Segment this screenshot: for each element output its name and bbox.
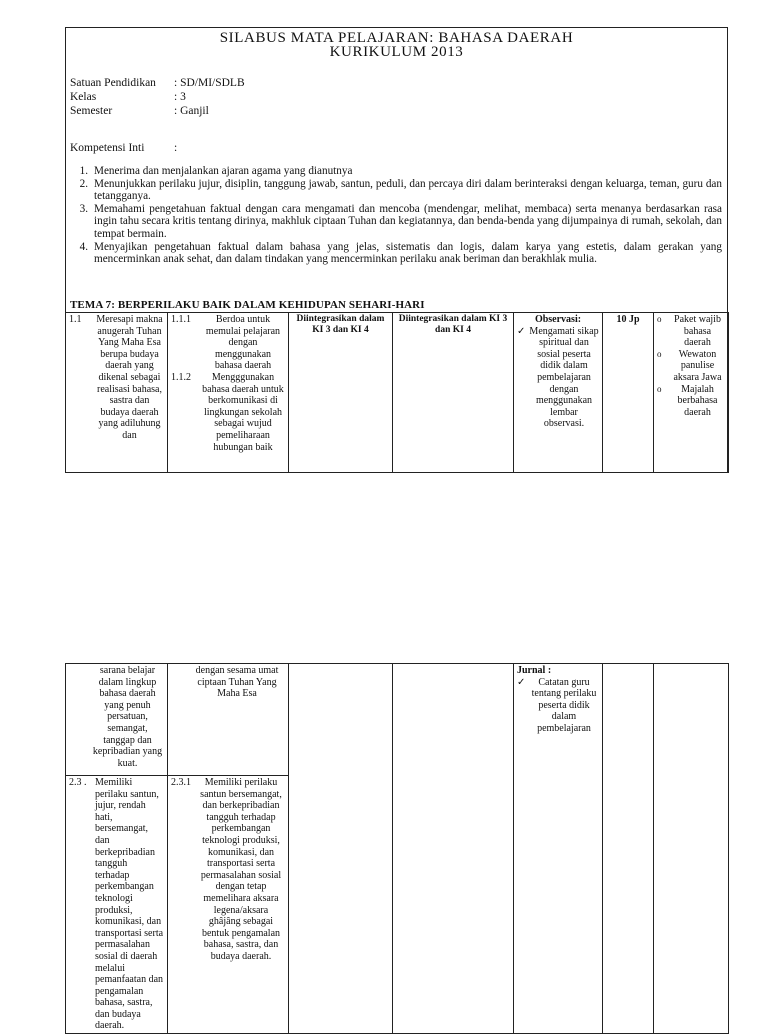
basic-competence-cell [66, 313, 168, 473]
indicator-cell [168, 313, 289, 473]
list-number: 3. [79, 202, 88, 215]
observation-text: Mengamati sikap spiritual dan sosial peserta didik dalam pembelajaran dengan menggunakan lembar observasi. [529, 325, 599, 430]
time-allocation-cell [603, 313, 654, 473]
list-item [70, 203, 722, 241]
indicator-text: Memiliki perilaku santun bersemangat, dan berkepribadian tangguh terhadap perkembangan teknologi produksi, komunikasi, dan transportasi serta permasalahan sosial dengan tetap memelihara aksara legena/aksara ghâjâng sebagai bentuk pengamalan bahasa, sastra, dan budaya daerah. [200, 777, 282, 962]
meta-row-semester [70, 104, 245, 118]
list-number: 1. [79, 165, 88, 177]
list-text: Menerima dan menjalankan ajaran agama yang dianutnya [94, 165, 353, 177]
kd-number: 1.1 [69, 314, 82, 325]
indicator-text: Berdoa untuk memulai pelajaran dengan menggunakan bahasa daerah [205, 314, 281, 372]
journal-heading: Jurnal : [517, 665, 552, 676]
indicator-cell [168, 776, 289, 1034]
core-competence-heading [70, 141, 177, 155]
material-cell: Diintegrasikan dalam KI 3 dan KI 4 [289, 313, 393, 473]
indicator-number: 1.1.2 [171, 371, 191, 383]
ki-colon: : [174, 142, 178, 154]
journal-text: Catatan guru tentang perilaku peserta didik dalam pembelajaran [531, 676, 597, 734]
syllabus-table-continued [65, 663, 729, 1034]
meta-label: Kelas [70, 91, 97, 103]
core-competence-list [70, 165, 722, 266]
list-item [657, 349, 725, 384]
list-number: 2. [79, 177, 88, 190]
learning-sources-list [657, 314, 725, 418]
table-row [66, 313, 729, 473]
indicator-text: dengan sesama umat ciptaan Tuhan Yang Maha Esa [195, 665, 279, 700]
indicator-number: 1.1.1 [171, 314, 191, 325]
material-cell [289, 664, 393, 1034]
meta-label: Satuan Pendidikan [70, 77, 156, 89]
ki-label: Kompetensi Inti [70, 142, 145, 154]
list-item [70, 178, 722, 203]
meta-row-class [70, 90, 245, 104]
check-icon: ✓ [517, 325, 526, 337]
learning-sources-cell [654, 313, 729, 473]
basic-competence-cell [66, 664, 168, 776]
indicator-number: 2.3.1 [171, 777, 191, 788]
activity-cell [393, 664, 514, 1034]
check-icon: ✓ [517, 676, 526, 688]
kd-text: Memiliki perilaku santun, jujur, rendah hati, bersemangat, dan berkepribadian tangguh terhadap perkembangan teknologi produksi, komunikasi, dan transportasi serta permasalahan sosial di daerah melalui pemanfaatan dan pengamalan bahasa, sastra, dan budaya daerah. [95, 777, 164, 1032]
syllabus-table [65, 312, 729, 473]
indicator-text: Mengggunakan bahasa daerah untuk berkomunikasi di lingkungan sekolah sebagai wujud pemeliharaan hubungan baik [202, 371, 284, 453]
time-allocation-cell [603, 664, 654, 1034]
assessment-cell [514, 664, 603, 1034]
list-text: Menunjukkan perilaku jujur, disiplin, tanggung jawab, santun, peduli, dan percaya diri dalam berinteraksi dengan keluarga, teman, guru dan tetangganya. [94, 177, 722, 203]
source-text: Majalah berbahasa daerah [677, 383, 718, 418]
meta-value: : Ganjil [174, 105, 209, 117]
kd-number: 2.3 . [69, 777, 87, 788]
kd-text: Meresapi makna anugerah Tuhan Yang Maha Esa berupa budaya daerah yang dikenal sebagai realisasi bahasa, sastra dan budaya daerah yang adiluhung dan [96, 314, 163, 441]
list-text: Menyajikan pengetahuan faktual dalam bahasa yang jelas, sistematis dan logis, dalam karya yang estetis, dalam gerakan yang mencerminkan anak sehat, dan dalam tindakan yang mencerminkan perilaku anak beriman dan berakhlak mulia. [94, 240, 722, 266]
meta-row-school [70, 76, 245, 90]
time-allocation: 10 Jp [616, 314, 640, 325]
basic-competence-cell [66, 776, 168, 1034]
source-text: Wewaton panulise aksara Jawa [673, 348, 722, 383]
meta-value: : SD/MI/SDLB [174, 77, 245, 89]
indicator-cell [168, 664, 289, 776]
meta-value: : 3 [174, 91, 186, 103]
list-number: 4. [79, 240, 88, 253]
list-item [70, 165, 722, 178]
school-info [70, 76, 245, 118]
theme-heading: TEMA 7: BERPERILAKU BAIK DALAM KEHIDUPAN SEHARI-HARI [70, 299, 425, 311]
list-text: Memahami pengetahuan faktual dengan cara mengamati dan mencoba (mendengar, melihat, membaca) serta menanya berdasarkan rasa ingin tahu secara kritis tentang dirinya, makhluk ciptaan Tuhan dan kegiatannya, dan benda-benda yang dijumpainya di rumah, sekolah, dan tempat bermain. [94, 202, 722, 240]
document-subtitle: KURIKULUM 2013 [329, 44, 464, 60]
document-title: SILABUS MATA PELAJARAN: BAHASA DAERAH [219, 30, 574, 46]
kd-text: sarana belajar dalam lingkup bahasa daerah yang penuh persatuan, semangat, tanggap dan kepribadian yang kuat. [92, 665, 163, 769]
list-item [70, 241, 722, 266]
observation-heading: Observasi: [534, 314, 582, 325]
circle-bullet-icon: o [657, 348, 662, 359]
circle-bullet-icon: o [657, 314, 662, 324]
activity-cell: Diintegrasikan dalam KI 3 dan KI 4 [393, 313, 514, 473]
source-text: Paket wajib bahasa daerah [674, 314, 721, 349]
assessment-cell [514, 313, 603, 473]
learning-sources-cell [654, 664, 729, 1034]
list-item [657, 314, 725, 349]
table-row [66, 664, 729, 776]
circle-bullet-icon: o [657, 383, 662, 394]
meta-label: Semester [70, 105, 113, 117]
list-item [657, 384, 725, 419]
